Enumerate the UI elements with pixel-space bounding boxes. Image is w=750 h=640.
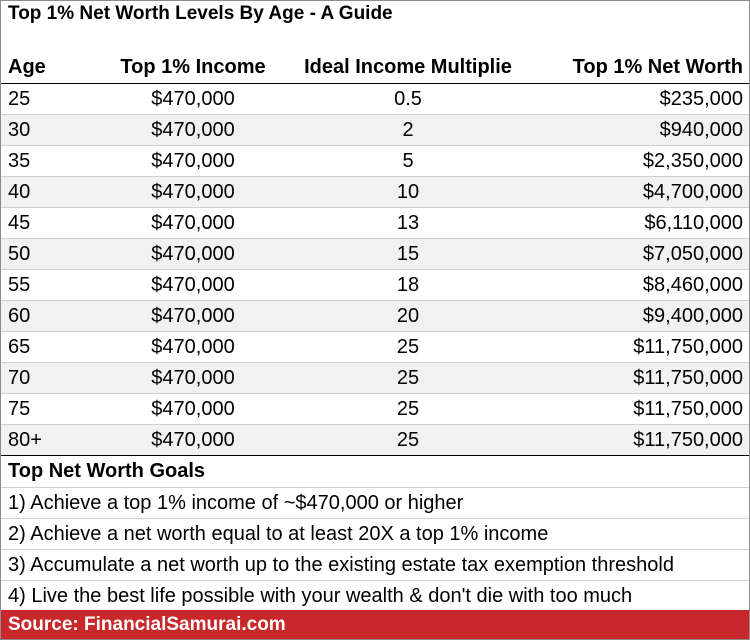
- cell-age: 35: [1, 146, 102, 177]
- cell-multiplier: 25: [284, 425, 532, 456]
- cell-multiplier: 5: [284, 146, 532, 177]
- table-row: [1, 177, 749, 208]
- cell-net-worth: $11,750,000: [532, 425, 749, 456]
- goal-item: 1) Achieve a top 1% income of ~$470,000 or higher: [1, 488, 749, 519]
- goal-item: 4) Live the best life possible with your wealth & don't die with too much: [1, 581, 749, 612]
- cell-age: 25: [1, 84, 102, 115]
- cell-income: $470,000: [102, 270, 284, 301]
- cell-age: 75: [1, 394, 102, 425]
- goals-section: [1, 455, 749, 612]
- table-body: [1, 84, 749, 456]
- cell-multiplier: 13: [284, 208, 532, 239]
- cell-net-worth: $235,000: [532, 84, 749, 115]
- cell-net-worth: $940,000: [532, 115, 749, 146]
- cell-income: $470,000: [102, 146, 284, 177]
- cell-multiplier: 10: [284, 177, 532, 208]
- cell-age: 65: [1, 332, 102, 363]
- table-row: [1, 270, 749, 301]
- cell-multiplier: 25: [284, 332, 532, 363]
- cell-net-worth: $4,700,000: [532, 177, 749, 208]
- goals-heading: Top Net Worth Goals: [1, 455, 749, 488]
- table-header-row: [1, 52, 749, 84]
- goal-item: 3) Accumulate a net worth up to the existing estate tax exemption threshold: [1, 550, 749, 581]
- cell-age: 55: [1, 270, 102, 301]
- cell-income: $470,000: [102, 84, 284, 115]
- cell-income: $470,000: [102, 332, 284, 363]
- source-footer: Source: FinancialSamurai.com: [1, 610, 749, 639]
- table-row: [1, 363, 749, 394]
- table-row: [1, 146, 749, 177]
- cell-multiplier: 25: [284, 363, 532, 394]
- cell-income: $470,000: [102, 208, 284, 239]
- cell-income: $470,000: [102, 363, 284, 394]
- net-worth-table: [1, 52, 749, 456]
- cell-age: 60: [1, 301, 102, 332]
- cell-net-worth: $6,110,000: [532, 208, 749, 239]
- cell-multiplier: 20: [284, 301, 532, 332]
- cell-multiplier: 15: [284, 239, 532, 270]
- goal-item: 2) Achieve a net worth equal to at least 20X a top 1% income: [1, 519, 749, 550]
- cell-income: $470,000: [102, 115, 284, 146]
- cell-net-worth: $9,400,000: [532, 301, 749, 332]
- table-row: [1, 208, 749, 239]
- cell-net-worth: $11,750,000: [532, 394, 749, 425]
- cell-age: 70: [1, 363, 102, 394]
- cell-net-worth: $11,750,000: [532, 332, 749, 363]
- cell-age: 80+: [1, 425, 102, 456]
- cell-multiplier: 0.5: [284, 84, 532, 115]
- table-row: [1, 239, 749, 270]
- cell-age: 40: [1, 177, 102, 208]
- table-row: [1, 115, 749, 146]
- cell-age: 30: [1, 115, 102, 146]
- cell-age: 45: [1, 208, 102, 239]
- cell-net-worth: $8,460,000: [532, 270, 749, 301]
- cell-multiplier: 25: [284, 394, 532, 425]
- table-row: [1, 425, 749, 456]
- cell-income: $470,000: [102, 394, 284, 425]
- table-row: [1, 394, 749, 425]
- cell-income: $470,000: [102, 177, 284, 208]
- table-row: [1, 301, 749, 332]
- cell-age: 50: [1, 239, 102, 270]
- cell-income: $470,000: [102, 301, 284, 332]
- cell-income: $470,000: [102, 239, 284, 270]
- header-multiplier: Ideal Income Multiplie: [284, 52, 532, 84]
- cell-net-worth: $11,750,000: [532, 363, 749, 394]
- header-income: Top 1% Income: [102, 52, 284, 84]
- page-title: Top 1% Net Worth Levels By Age - A Guide: [8, 3, 393, 24]
- cell-net-worth: $7,050,000: [532, 239, 749, 270]
- cell-net-worth: $2,350,000: [532, 146, 749, 177]
- header-net-worth: Top 1% Net Worth: [532, 52, 749, 84]
- cell-multiplier: 2: [284, 115, 532, 146]
- cell-income: $470,000: [102, 425, 284, 456]
- table-row: [1, 84, 749, 115]
- header-age: Age: [1, 52, 102, 84]
- table-row: [1, 332, 749, 363]
- cell-multiplier: 18: [284, 270, 532, 301]
